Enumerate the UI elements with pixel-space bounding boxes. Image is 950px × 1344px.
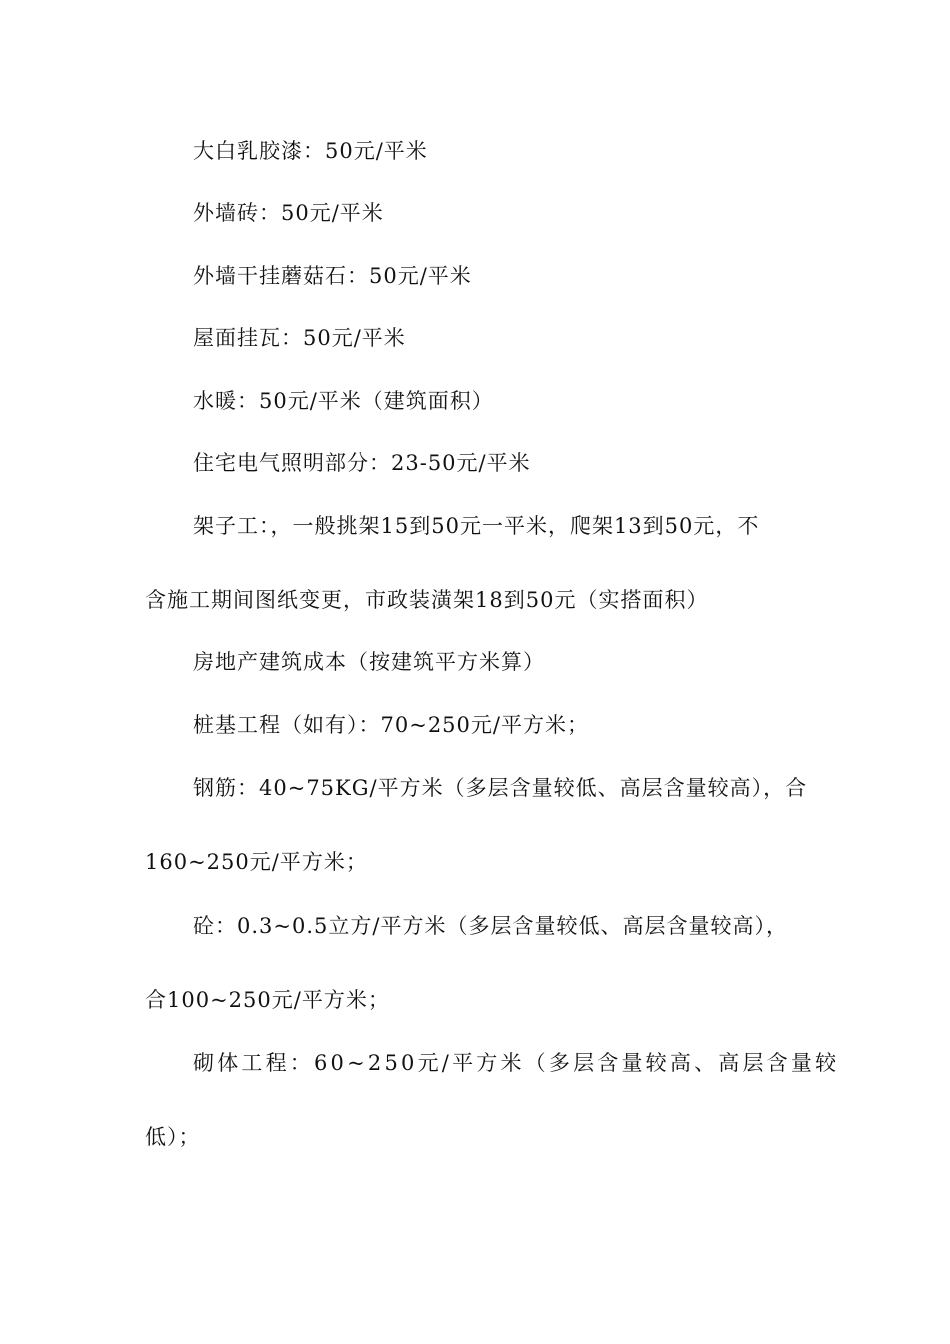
paragraph-line-mushroom-stone: 外墙干挂蘑菇石：50元/平米 <box>193 264 472 288</box>
paragraph-line-masonry-cont: 低）； <box>145 1125 201 1149</box>
paragraph-line-roof-tile: 屋面挂瓦：50元/平米 <box>193 326 406 350</box>
paragraph-line-exterior-tile: 外墙砖：50元/平米 <box>193 201 384 225</box>
paragraph-line-concrete: 砼：0.3~0.5立方/平方米（多层含量较低、高层含量较高）， <box>193 914 788 938</box>
paragraph-line-cost-heading: 房地产建筑成本（按建筑平方米算） <box>193 650 545 674</box>
paragraph-line-electrical: 住宅电气照明部分：23-50元/平米 <box>193 451 531 475</box>
paragraph-line-pile-foundation: 桩基工程（如有）：70~250元/平方米； <box>193 713 589 737</box>
paragraph-line-masonry: 砌体工程：60~250元/平方米（多层含量较高、高层含量较 <box>193 1051 840 1075</box>
paragraph-line-scaffolding: 架子工：，一般挑架15到50元一平米，爬架13到50元，不 <box>193 514 760 538</box>
paragraph-line-concrete-cont: 合100~250元/平方米； <box>145 988 390 1012</box>
paragraph-line-rebar-cont: 160~250元/平方米； <box>145 850 368 874</box>
paragraph-line-rebar: 钢筋：40~75KG/平方米（多层含量较低、高层含量较高），合 <box>193 776 808 800</box>
paragraph-line-plumbing: 水暖：50元/平米（建筑面积） <box>193 389 494 413</box>
paragraph-line-scaffolding-cont: 含施工期间图纸变更，市政装潢架18到50元（实搭面积） <box>145 588 709 612</box>
paragraph-line-latex-paint: 大白乳胶漆：50元/平米 <box>193 139 428 163</box>
